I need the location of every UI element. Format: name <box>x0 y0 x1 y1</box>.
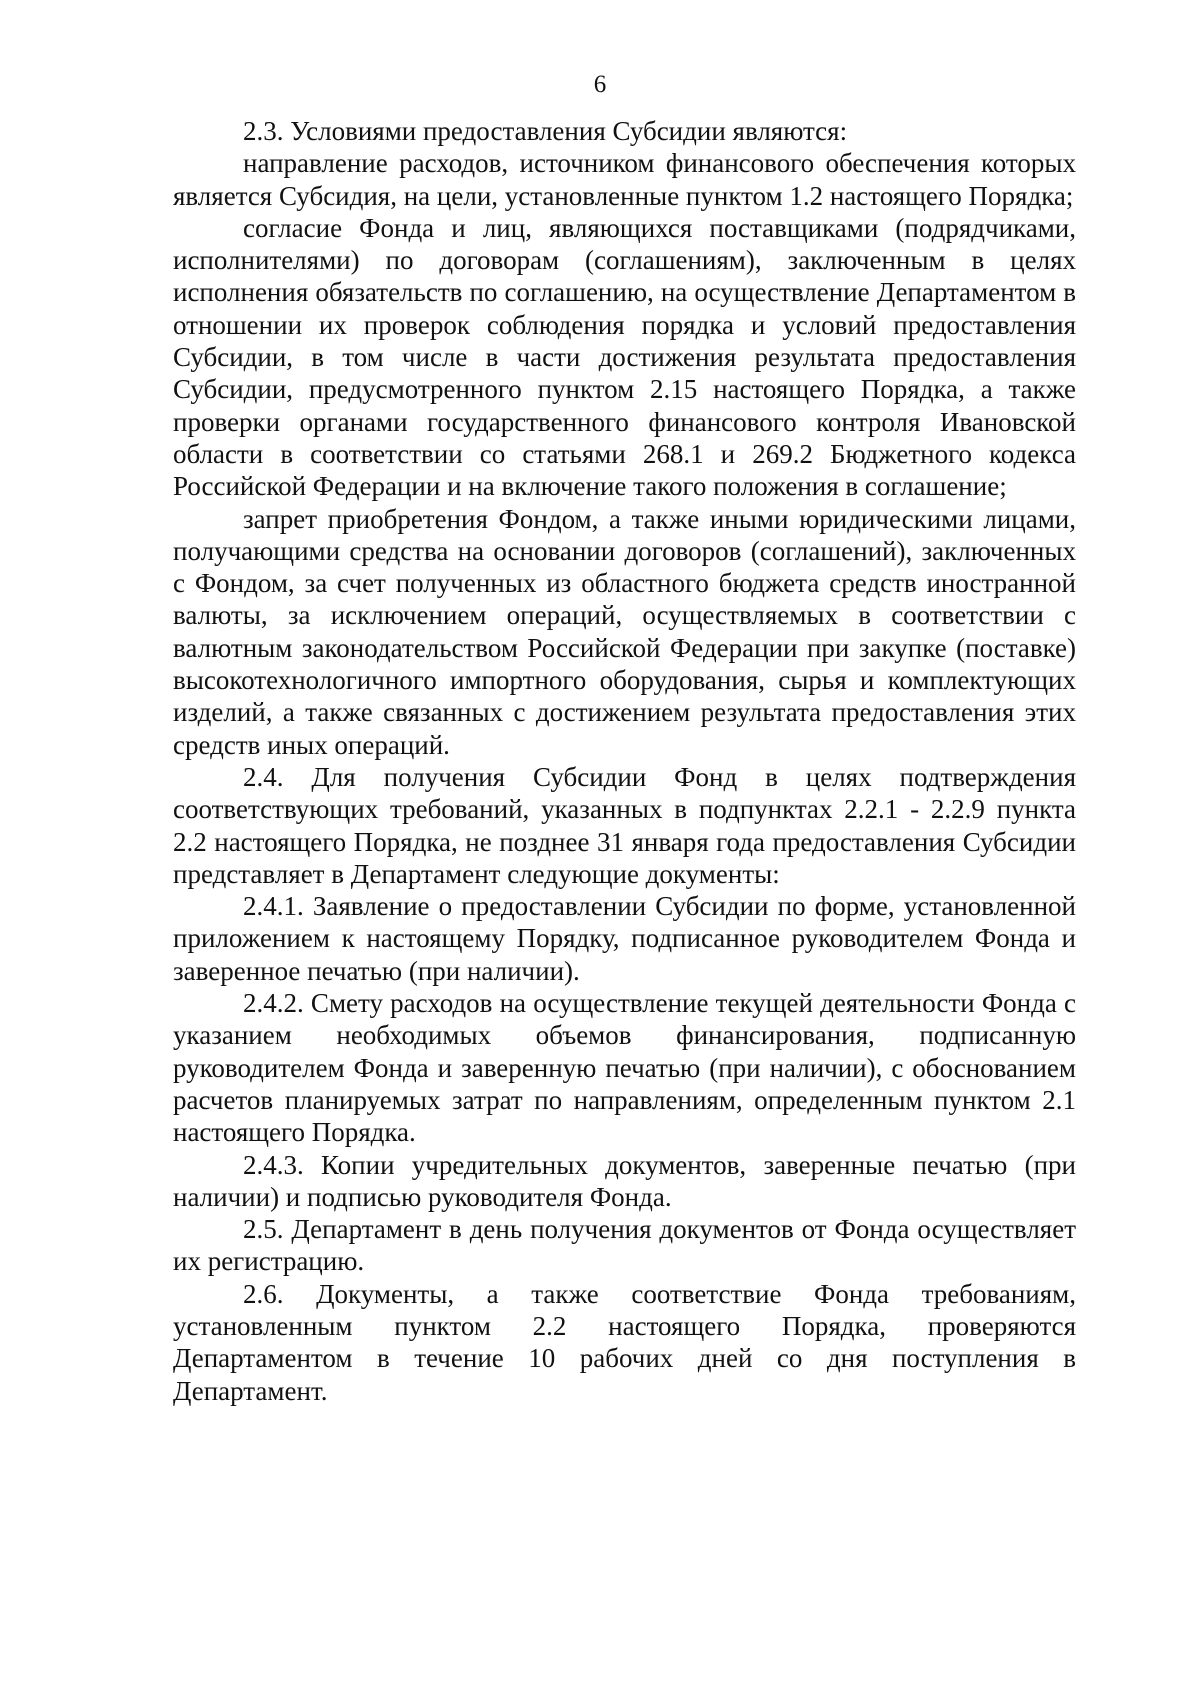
paragraph-2-6: 2.6. Документы, а также соответствие Фонда требованиям, установленным пунктом 2.2 настоящего Порядка, проверяются Департаментом в течение 10 рабочих дней со дня поступления в Департамент. <box>173 1278 1076 1406</box>
paragraph-2-4: 2.4. Для получения Субсидии Фонд в целях подтверждения соответствующих требований, указанных в подпунктах 2.2.1 - 2.2.9 пункта 2.2 настоящего Порядка, не позднее 31 января года предоставления Субсидии представляет в Департамент следующие документы: <box>173 761 1076 889</box>
page-number: 6 <box>593 71 607 98</box>
paragraph-2-5: 2.5. Департамент в день получения документов от Фонда осуществляет их регистрацию. <box>173 1214 1076 1277</box>
paragraph-condition-consent: согласие Фонда и лиц, являющихся поставщиками (подрядчиками, исполнителями) по договорам (соглашениям), заключенным в целях исполнения обязательств по соглашению, на осуществление Департаментом в отношении их проверок соблюдения порядка и условий предоставления Субсидии, в том числе в части достижения результата предоставления Субсидии, предусмотренного пунктом 2.15 настоящего Порядка, а также проверки органами государственного финансового контроля Ивановской области в соответствии со статьями 268.1 и 269.2 Бюджетного кодекса Российской Федерации и на включение такого положения в соглашение; <box>173 212 1076 502</box>
paragraph-2-4-1: 2.4.1. Заявление о предоставлении Субсидии по форме, установленной приложением к настоящему Порядку, подписанное руководителем Фонда и заверенное печатью (при наличии). <box>173 891 1076 986</box>
paragraph-2-4-2: 2.4.2. Смету расходов на осуществление текущей деятельности Фонда с указанием необходимых объемов финансирования, подписанную руководителем Фонда и заверенную печатью (при наличии), с обоснованием расчетов планируемых затрат по направлениям, определенным пунктом 2.1 настоящего Порядка. <box>173 988 1076 1148</box>
paragraph-condition-currency-ban: запрет приобретения Фондом, а также иными юридическими лицами, получающими средства на основании договоров (соглашений), заключенных с Фондом, за счет полученных из областного бюджета средств иностранной валюты, за исключением операций, осуществляемых в соответствии с валютным законодательством Российской Федерации при закупке (поставке) высокотехнологичного импортного оборудования, сырья и комплектующих изделий, а также связанных с достижением результата предоставления этих средств иных операций. <box>173 503 1076 760</box>
document-body <box>173 115 1076 1407</box>
paragraph-condition-expenses: направление расходов, источником финансового обеспечения которых является Субсидия, на цели, установленные пунктом 1.2 настоящего Порядка; <box>173 148 1076 211</box>
paragraph-2-3: 2.3. Условиями предоставления Субсидии являются: <box>243 116 848 146</box>
paragraph-2-4-3: 2.4.3. Копии учредительных документов, заверенные печатью (при наличии) и подписью руководителя Фонда. <box>173 1149 1076 1212</box>
